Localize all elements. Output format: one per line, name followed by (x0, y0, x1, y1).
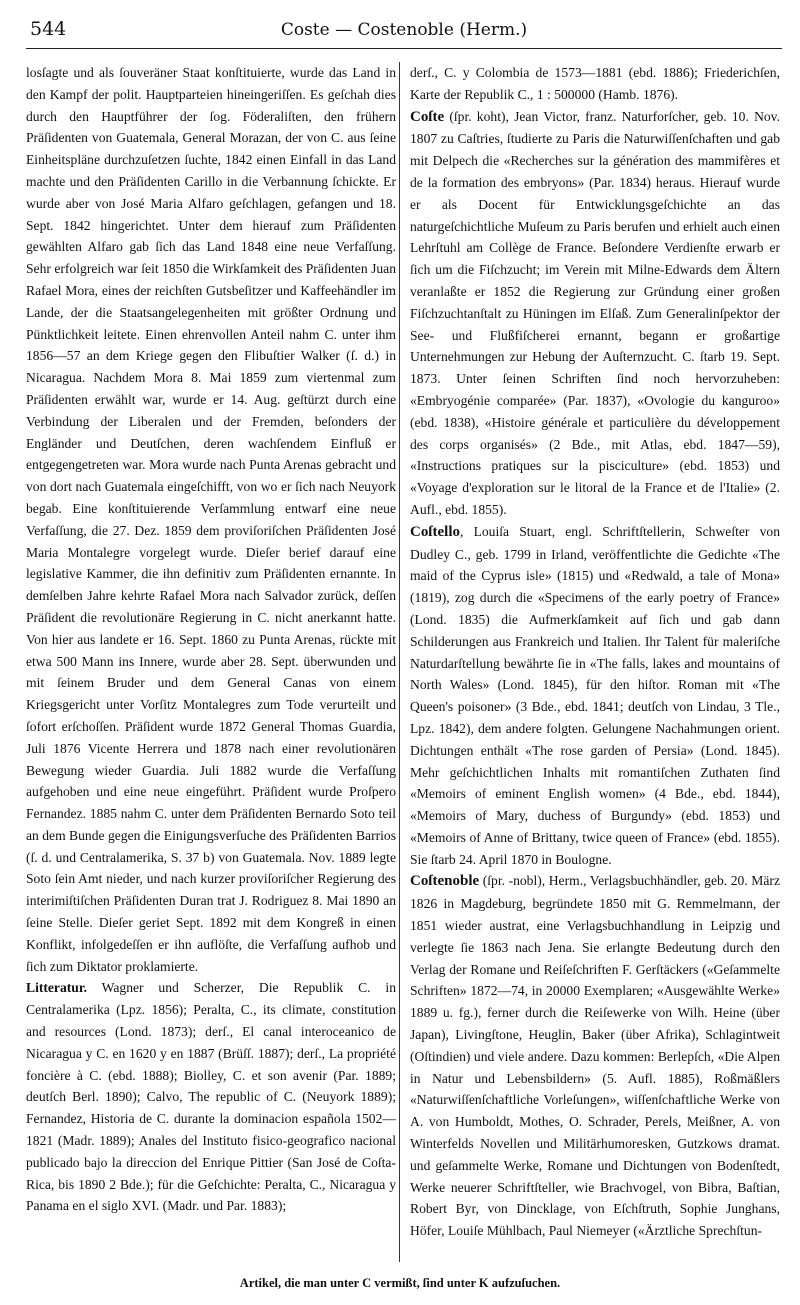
literature-continuation: derſ., C. y Colombia de 1573—1881 (ebd. 1886); Friederichſen, Karte der Republik C., 1 : 500000 (Hamb. 1876). (410, 65, 780, 102)
headword-costenoble: Coſtenoble (410, 873, 480, 890)
page-number: 544 (30, 18, 67, 40)
headword-costello: Coſtello (410, 523, 460, 540)
entry-costello (410, 521, 780, 871)
running-head: Coste — Costenoble (Herm.) (280, 20, 528, 40)
costa-rica-history-paragraph: losſagte und als ſouveräner Staat konſtituierte, wurde das Land in den Kampf der polit. Hauptparteien hineingeriſſen. Es geſchah dies durch den Hauptführer der ſog. Föderaliſten, den frühern Präſidenten von Guatemala, General Morazan, der von C. aus ſeine Einheitspläne durchzuſetzen ſuchte, 1842 einen Einfall in das Land machte und den Präſidenten Carillo in die Verbannung ſchickte. Er wurde aber von José Maria Alfaro geſchlagen, gefangen und 18. Sept. 1842 hingerichtet. Unter dem hierauf zum Präſidenten gewählten Alfaro gab ſich das Land 1848 eine neue Verfaſſung. Sehr erfolgreich war ſeit 1850 die Wirkſamkeit des Präſidenten Juan Rafael Mora, eines der reichſten Gutsbeſitzer und Kaffeehändler im Lande, der die Staatsangelegenheiten mit größter Ordnung und Pünktlichkeit leitete. Einen ehrenvollen Anteil nahm C. unter ihm 1856—57 an dem Kriege gegen den Flibuſtier Walker (ſ. d.) in Nicaragua. Nachdem Mora 8. Mai 1859 zum viertenmal zum Präſidenten erwählt war, wurde er 14. Aug. geſtürzt durch eine Verbindung der Liberalen und der Fremden, beſonders der Engländer und Deutſchen, deren wachſendem Einfluß er entgegengetreten war. Mora wurde nach Punta Arenas gebracht und von dort nach Guatemala eingeſchifft, von wo er ſich nach Neuyork begab. Eine konſtituierende Verſammlung entwarf eine neue Verfaſſung, die 27. Dez. 1859 dem proviſoriſchen Präſidenten José Maria Montalegre vorgelegt wurde. Dieſer berief darauf eine legislative Kammer, die ihn definitiv zum Präſidenten ernannte. In demſelben Jahre kehrte Rafael Mora nach Salvador zurück, deſſen Präſident die revolutionäre Regierung in C. nicht anerkannt hatte. Von hier aus landete er 16. Sept. 1860 zu Punta Arenas, rückte mit etwa 500 Mann ins Innere, wurde aber 28. Sept. überwunden und mit ſeinem Bruder und dem General Canas von einem Kriegsgericht unter Vorſitz Montalegres zum Tode verurteilt und ſofort erſchoſſen. Präſident wurde 1872 General Thomas Guardia, Juli 1876 Vicente Herrera und 1878 nach einer revolutionären Bewegung wieder Guardia. Juli 1882 wurde die Verfaſſung aufgehoben und eine neue eingeführt. Präſident wurde Proſpero Fernandez. 1885 nahm C. unter dem Präſidenten Bernardo Soto teil an dem Bunde gegen die Einigungsverſuche des Präſidenten Barrios (ſ. d. und Centralamerika, S. 37 b) von Guatemala. Nov. 1889 legte Soto ſein Amt nieder, und nach kurzer proviſoriſcher Regierung des interimiſtiſchen Präſidenten Duran trat J. Rodriguez 8. Mai 1890 an ſeine Stelle. Dieſer geriet Sept. 1892 mit dem Kongreß in einen Konflikt, infolgedeſſen er ihn auflöſte, die Verfaſſung aufhob und ſich zum Diktator proklamierte. (26, 65, 396, 974)
entry-costenoble-text: (ſpr. -nobl), Herm., Verlagsbuchhändler, geb. 20. März 1826 in Magdeburg, begründete 1850 mit G. Remmelmann, der 1851 wieder austrat, eine Verlagsbuchhandlung in Leipzig und verlegte ſie 1863 nach Jena. Sie erlangte Bedeutung durch den Verlag der Romane und Reiſeſchriften F. Gerſtäckers («Geſammelte Schriften» 1872—74, in 20000 Exemplaren; «Ausgewählte Werke» 1889 u. fg.), ferner durch die Reiſewerke von Wilh. Heine (über Japan), Livingſtone, Heuglin, Baker (über Afrika), Schlagintweit (Oſtindien) und viele andere. Dazu kommen: Berlepſch, «Die Alpen in Natur und Lebensbildern» (5. Aufl. 1885), Roßmäßlers «Naturwiſſenſchaftliche Vorleſungen», wiſſenſchaftliche Werke von A. von Humboldt, Mothes, O. Schrader, Perels, Meißner, A. von Winterfelds Novellen und Militärhumoresken, Gutzkows dramat. und geſammelte Werke, Romane und Dichtungen von Bodenſtedt, Werke neuerer Schriftſteller, wie Brachvogel, von Bibra, Baſtian, Robert Byr, von Dincklage, von Eſchſtruth, Sophie Junghans, Höfer, Louiſe Mühlbach, Paul Niemeyer («Ärztliche Sprechſtun- (410, 873, 780, 1239)
page-header (26, 14, 782, 49)
footer-note: Artikel, die man unter C vermißt, ſind unter K aufzuſuchen. (239, 1276, 561, 1290)
literature-text: Wagner und Scherzer, Die Republik C. in Centralamerika (Lpz. 1856); Peralta, C., its climate, constitution and resources (Lond. 1873); derſ., El canal interoceanico de Nicaragua y C. en 1620 y en 1887 (Brüſſ. 1887); derſ., La propriété foncière à C. (ebd. 1888); Biolley, C. et son avenir (Par. 1889; deutſch Berl. 1890); Calvo, The republic of C. (Neuyork 1889); Fernandez, Historia de C. durante la dominacion española 1502—1821 (Madr. 1889); Anales del Instituto fisico-geografico nacional publicado bajo la direccion del Enrique Pittier (San José de Coſta-Rica, bis 1890 2 Bde.); für die Geſchichte: Peralta, C., Nicaragua y Panama en el siglo XVI. (Madr. und Par. 1883); (26, 980, 396, 1214)
left-column (26, 62, 396, 1262)
entry-costenoble (410, 870, 780, 1242)
entry-costello-text: , Louiſa Stuart, engl. Schriftſtellerin, Schweſter von Dudley C., geb. 1799 in Irland, veröffentlichte die Gedichte «The maid of the Cyprus isle» (1815) und «Redwald, a tale of Mona» (1819), zog durch die «Specimens of the early poetry of France» (Lond. 1835) die Aufmerkſamkeit auf ſich und gab dann Schilderungen aus Frankreich und Italien. Ihr Talent für maleriſche Naturdarſtellung bewährte ſie in «The falls, lakes and mountains of North Wales» (Lond. 1845), für den hiſtor. Roman mit «The Queen's poisoner» (3 Bde., ebd. 1841; deutſch von Lindau, 3 Tle., Lpz. 1842), dem andere folgten. Gelungene Nachahmungen orient. Dichtungen enthält «The rose garden of Persia» (Lond. 1845). Mehr geſchichtlichen Inhalts mit romantiſchen Zuthaten ſind «Memoirs of eminent English women» (4 Bde., ebd. 1844), «Memoirs of Mary, duchess of Burgundy» (ebd. 1853) und «Memoirs of Anne of Brittany, twice queen of France» (ebd. 1855). Sie ſtarb 24. April 1870 in Boulogne. (410, 523, 780, 867)
entry-coste-text: (ſpr. koht), Jean Victor, franz. Naturforſcher, geb. 10. Nov. 1807 zu Caſtries, ſtudierte zu Paris die Naturwiſſenſchaften und gab mit Delpech die «Recherches sur la génération des mammifères et de la formation des embryons» (Par. 1834) heraus. Hierauf wurde er als Docent für Entwicklungsgeſchichte an das naturgeſchichtliche Muſeum zu Paris berufen und erhielt auch einen Lehrſtuhl am Collège de France. Beſondere Verdienſte erwarb er ſich um die Fiſchzucht; im Verein mit Milne-Edwards dem Ältern veranlaßte er 1852 die Regierung zur Gründung einer großen Fiſchzuchtanſtalt zu Hüningen im Elſaß. Zum Generalinſpektor der See- und Flußfiſcherei ernannt, begann er großartige Unternehmungen zur Hebung der Auſternzucht. C. ſtarb 19. Sept. 1873. Unter ſeinen Schriften ſind noch hervorzuheben: «Embryogénie comparée» (Par. 1837), «Ovologie du kanguroo» (ebd. 1838), «Histoire générale et particulière du développement des corps organisés» (2 Bde., mit Atlas, ebd. 1847—59), «Instructions pratiques sur la pisciculture» (ebd. 1853) und «Voyage d'exploration sur le litoral de la France et de l'Italie» (2. Aufl., ebd. 1855). (410, 108, 780, 517)
right-column (410, 62, 780, 1262)
column-divider (399, 62, 400, 1262)
entry-coste (410, 106, 780, 521)
literature-label: Litteratur. (26, 980, 88, 996)
literature-paragraph (26, 977, 396, 1217)
headword-coste: Coſte (410, 108, 445, 125)
